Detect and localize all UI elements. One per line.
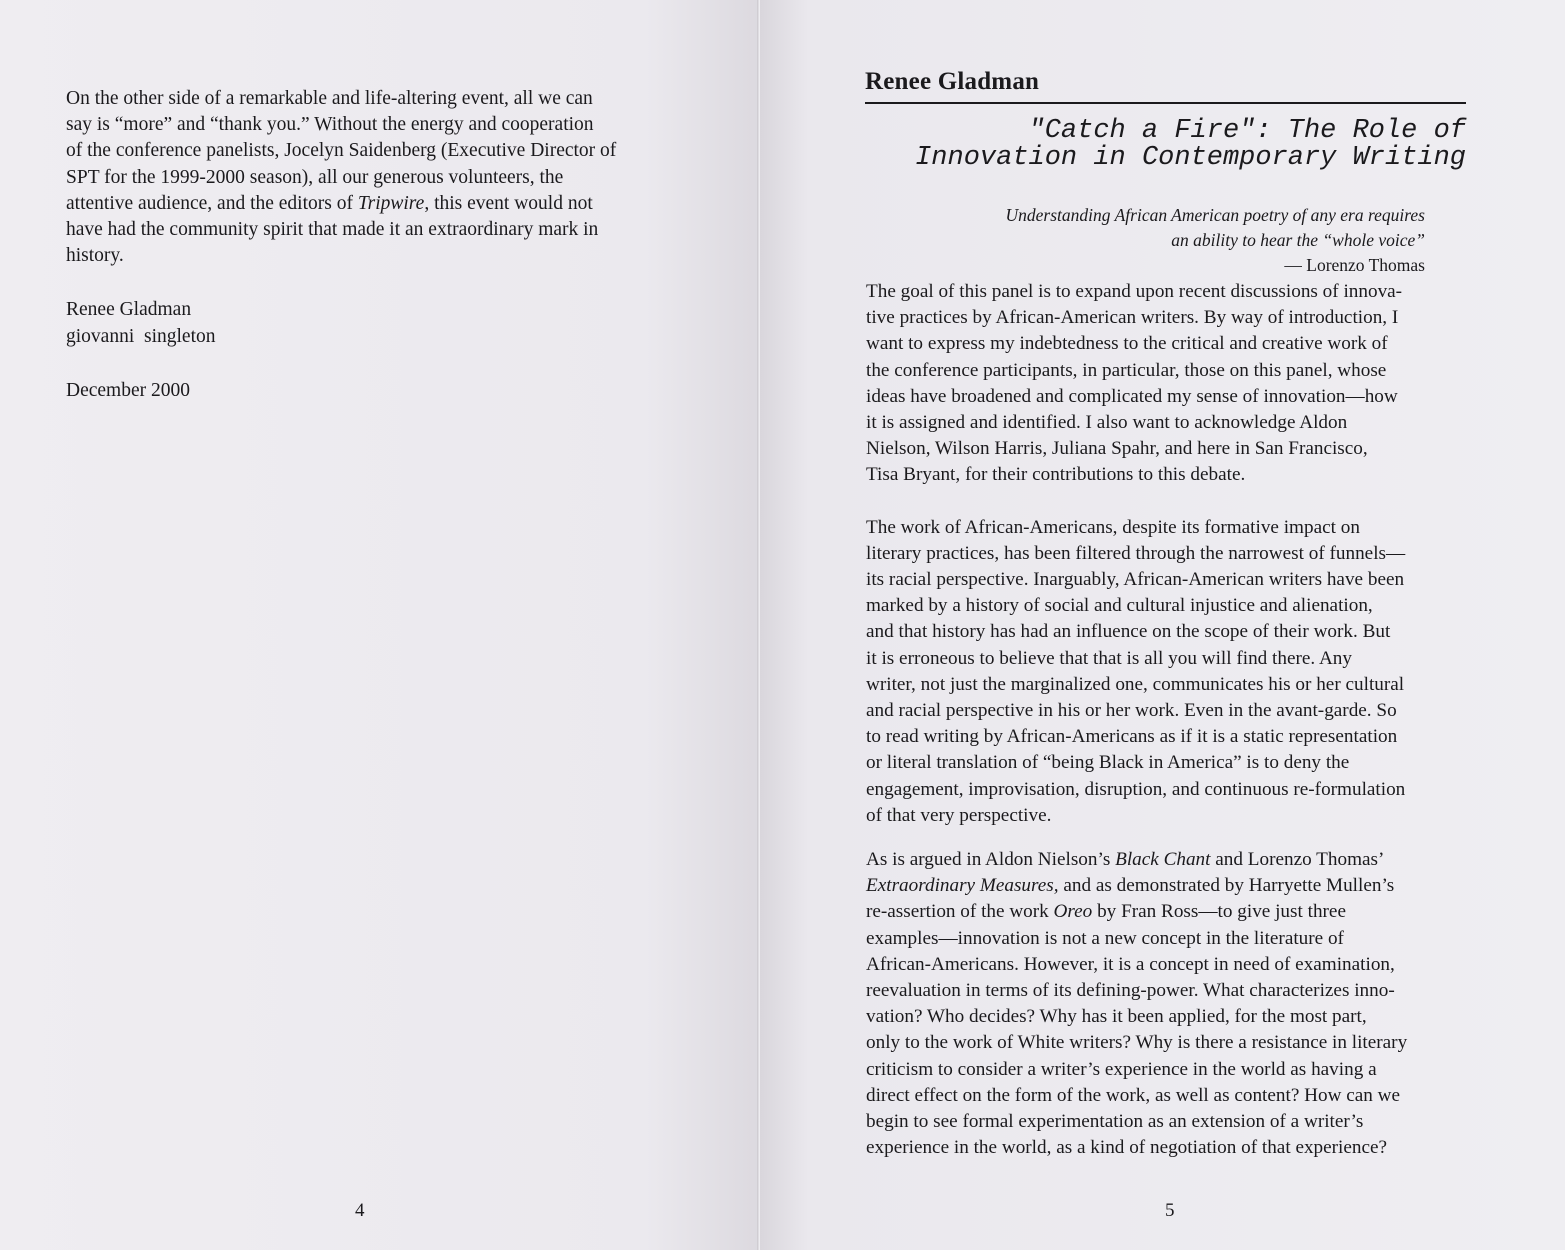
text-line: examples—innovation is not a new concept in the literature of (866, 927, 1344, 949)
text-line: to read writing by African-Americans as if it is a static representation (866, 726, 1398, 748)
text-line: of that very perspective. (866, 804, 1052, 826)
paragraph-3 (866, 847, 1471, 1161)
text-line: ideas have broadened and complicated my sense of innovation—how (866, 385, 1398, 407)
publication-title: Tripwire (357, 192, 425, 214)
text-line: begin to see formal experimentation as an extension of a writer’s (866, 1111, 1364, 1133)
epigraph-quote: an ability to hear the “whole voice” (1171, 230, 1425, 250)
text-line: reevaluation in terms of its defining-power. What characterizes inno- (866, 980, 1395, 1002)
text-line: On the other side of a remarkable and life-altering event, all we can (66, 88, 593, 109)
title-line: Innovation in Contemporary Writing (915, 143, 1466, 173)
page-number-left: 4 (355, 1200, 365, 1221)
text-line: criticism to consider a writer’s experience in the world as having a (866, 1058, 1377, 1080)
book-title: Black Chant (1115, 849, 1211, 871)
text-fragment: and Lorenzo Thomas’ (1210, 849, 1385, 871)
text-line: say is “more” and “thank you.” Without the energy and cooperation (66, 114, 594, 136)
paragraph-2 (866, 515, 1471, 829)
acknowledgement-paragraph (66, 86, 666, 269)
text-line: have had the community spirit that made it an extraordinary mark in (66, 219, 599, 241)
title-line: "Catch a Fire": The Role of (1028, 116, 1466, 146)
text-line: or literal translation of “being Black in America” is to deny the (866, 752, 1350, 774)
text-line: it is erroneous to believe that that is all you will find there. Any (866, 647, 1352, 669)
text-line: writer, not just the marginalized one, communicates his or her cultural (866, 673, 1405, 695)
text-line: and racial perspective in his or her work. Even in the avant-garde. So (866, 700, 1397, 722)
text-line: Tisa Bryant, for their contributions to this debate. (866, 464, 1246, 486)
text-line (866, 873, 1471, 899)
paragraph-1 (866, 279, 1471, 489)
header-rule (865, 102, 1466, 104)
text-line: literary practices, has been filtered through the narrowest of funnels— (866, 542, 1406, 564)
text-fragment: attentive audience, and the editors of (66, 192, 358, 214)
text-line: experience in the world, as a kind of negotiation of that experience? (866, 1137, 1388, 1159)
text-line: vation? Who decides? Why has it been applied, for the most part, (866, 1006, 1367, 1028)
text-line: African-Americans. However, it is a concept in need of examination, (866, 953, 1395, 975)
signature-name: Renee Gladman (66, 299, 192, 321)
text-line (866, 899, 1471, 925)
text-line: it is assigned and identified. I also want to acknowledge Aldon (866, 412, 1348, 434)
epigraph-line (1006, 228, 1425, 278)
text-line: of the conference panelists, Jocelyn Saidenberg (Executive Director of (66, 140, 617, 162)
right-page-body (866, 279, 1471, 1162)
signature-block (66, 297, 666, 349)
text-line: SPT for the 1999-2000 season), all our generous volunteers, the (66, 166, 564, 188)
left-page-body (66, 86, 666, 404)
text-line (66, 191, 666, 217)
text-line: engagement, improvisation, disruption, and continuous re-formulation (866, 778, 1406, 800)
text-line: the conference participants, in particular, those on this panel, whose (866, 359, 1387, 381)
text-line: The work of African-Americans, despite its formative impact on (866, 516, 1360, 538)
epigraph-attribution: — Lorenzo Thomas (1284, 255, 1425, 275)
text-fragment: , this event would not (424, 192, 593, 214)
book-title: Extraordinary Measures, (866, 875, 1059, 897)
page-number-right: 5 (1165, 1200, 1175, 1221)
text-line: and that history has had an influence on the scope of their work. But (866, 621, 1391, 643)
text-line: marked by a history of social and cultural injustice and alienation, (866, 595, 1373, 617)
epigraph-line: Understanding African American poetry of any era requires (1005, 205, 1425, 225)
text-line: want to express my indebtedness to the critical and creative work of (866, 333, 1388, 355)
author-name: Renee Gladman (865, 68, 1040, 95)
text-line: direct effect on the form of the work, as well as content? How can we (866, 1084, 1401, 1106)
text-fragment: As is argued in Aldon Nielson’s (866, 849, 1116, 871)
text-line: Nielson, Wilson Harris, Juliana Spahr, and here in San Francisco, (866, 438, 1368, 460)
epigraph (1006, 203, 1425, 278)
article-title (915, 118, 1466, 172)
text-line: The goal of this panel is to expand upon recent discussions of innova- (866, 281, 1403, 302)
text-line: tive practices by African-American writers. By way of introduction, I (866, 307, 1399, 329)
left-page (0, 0, 760, 1250)
signature-name: giovanni singleton (66, 325, 216, 347)
date-line: December 2000 (66, 379, 190, 401)
text-line: its racial perspective. Inarguably, African-American writers have been (866, 569, 1405, 591)
text-line: history. (66, 245, 124, 267)
text-line (866, 847, 1471, 873)
book-title: Oreo (1053, 901, 1093, 923)
text-line: only to the work of White writers? Why is there a resistance in literary (866, 1032, 1408, 1054)
text-fragment: by Fran Ross—to give just three (1092, 901, 1346, 923)
text-fragment: re-assertion of the work (866, 901, 1054, 923)
text-fragment: and as demonstrated by Harryette Mullen’s (1058, 875, 1395, 897)
